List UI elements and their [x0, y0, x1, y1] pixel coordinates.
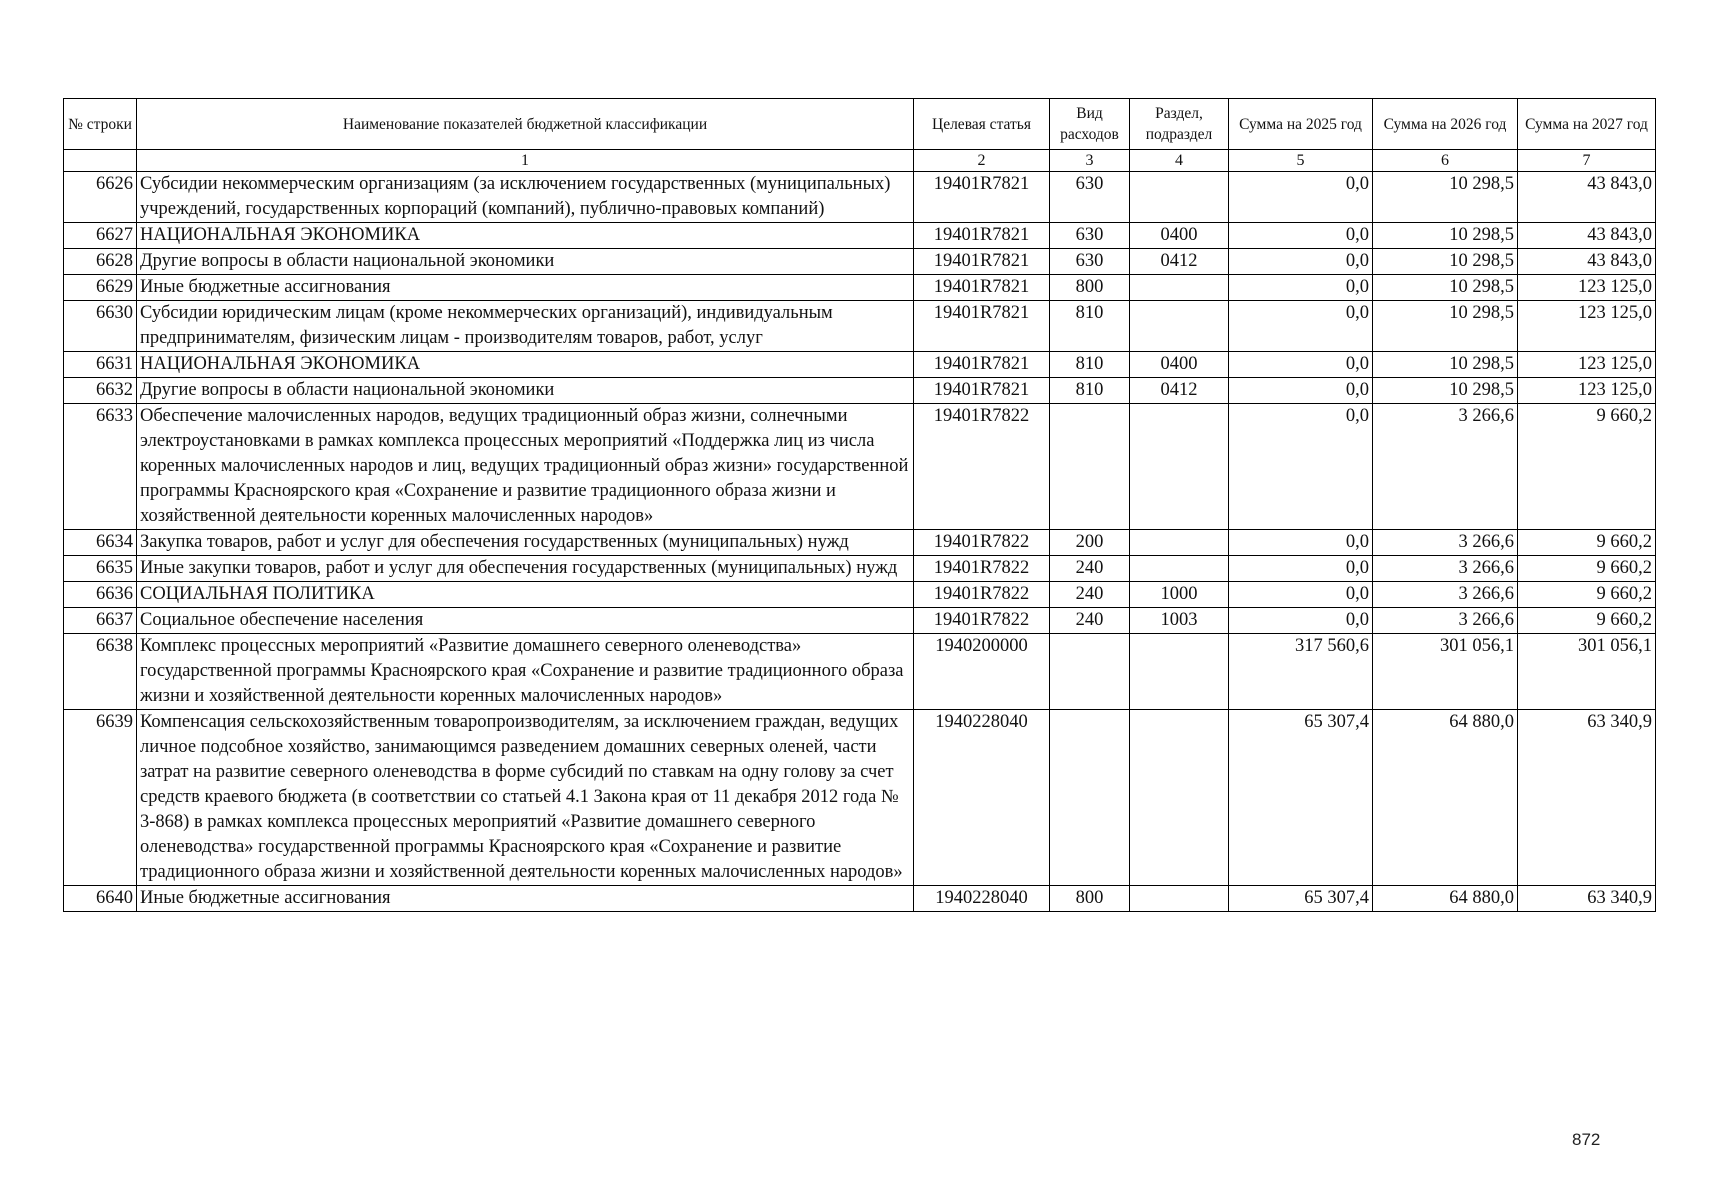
sum-2026: 10 298,5 — [1373, 172, 1518, 223]
target-article: 19401R7822 — [914, 530, 1050, 556]
sum-2025: 0,0 — [1229, 556, 1373, 582]
column-number: 2 — [914, 150, 1050, 172]
section-code: 0400 — [1130, 223, 1229, 249]
sum-2026: 10 298,5 — [1373, 249, 1518, 275]
section-code — [1130, 710, 1229, 886]
row-number: 6635 — [64, 556, 137, 582]
sum-2027: 9 660,2 — [1518, 404, 1656, 530]
table-row — [64, 275, 1656, 301]
expense-type: 240 — [1050, 582, 1130, 608]
header-expense-type: Вид расходов — [1050, 99, 1130, 150]
sum-2026: 3 266,6 — [1373, 608, 1518, 634]
expense-type — [1050, 404, 1130, 530]
row-name: Другие вопросы в области национальной экономики — [137, 378, 914, 404]
table-row — [64, 886, 1656, 912]
sum-2025: 0,0 — [1229, 301, 1373, 352]
row-number: 6638 — [64, 634, 137, 710]
section-code: 1000 — [1130, 582, 1229, 608]
header-sum-2026: Сумма на 2026 год — [1373, 99, 1518, 150]
sum-2027: 9 660,2 — [1518, 530, 1656, 556]
table-row — [64, 634, 1656, 710]
sum-2025: 0,0 — [1229, 172, 1373, 223]
sum-2027: 63 340,9 — [1518, 886, 1656, 912]
expense-type: 800 — [1050, 275, 1130, 301]
row-number: 6631 — [64, 352, 137, 378]
row-name: Субсидии юридическим лицам (кроме некоммерческих организаций), индивидуальным предпринимателям, физическим лицам - производителям товаров, работ, услуг — [137, 301, 914, 352]
sum-2027: 123 125,0 — [1518, 301, 1656, 352]
sum-2025: 0,0 — [1229, 352, 1373, 378]
header-row — [64, 99, 1656, 150]
target-article: 19401R7821 — [914, 352, 1050, 378]
sum-2026: 10 298,5 — [1373, 223, 1518, 249]
sum-2026: 64 880,0 — [1373, 886, 1518, 912]
column-number-empty — [64, 150, 137, 172]
row-name: НАЦИОНАЛЬНАЯ ЭКОНОМИКА — [137, 352, 914, 378]
sum-2025: 0,0 — [1229, 530, 1373, 556]
section-code: 0412 — [1130, 249, 1229, 275]
target-article: 19401R7821 — [914, 275, 1050, 301]
row-number: 6632 — [64, 378, 137, 404]
section-code: 0400 — [1130, 352, 1229, 378]
row-number: 6640 — [64, 886, 137, 912]
table-row — [64, 556, 1656, 582]
sum-2025: 65 307,4 — [1229, 886, 1373, 912]
column-number: 7 — [1518, 150, 1656, 172]
sum-2027: 63 340,9 — [1518, 710, 1656, 886]
header-sum-2025: Сумма на 2025 год — [1229, 99, 1373, 150]
row-number: 6634 — [64, 530, 137, 556]
table-row — [64, 378, 1656, 404]
sum-2026: 64 880,0 — [1373, 710, 1518, 886]
section-code — [1130, 886, 1229, 912]
expense-type: 200 — [1050, 530, 1130, 556]
budget-table — [63, 98, 1656, 912]
sum-2025: 0,0 — [1229, 608, 1373, 634]
sum-2025: 317 560,6 — [1229, 634, 1373, 710]
table-row — [64, 404, 1656, 530]
header-section: Раздел, подраздел — [1130, 99, 1229, 150]
row-name: НАЦИОНАЛЬНАЯ ЭКОНОМИКА — [137, 223, 914, 249]
table-row — [64, 172, 1656, 223]
expense-type: 810 — [1050, 378, 1130, 404]
row-name: Иные закупки товаров, работ и услуг для обеспечения государственных (муниципальных) нужд — [137, 556, 914, 582]
row-name: Комплекс процессных мероприятий «Развитие домашнего северного оленеводства» государственной программы Красноярского края «Сохранение и развитие традиционного образа жизни и хозяйственной деятельности коренных малочисленных народов» — [137, 634, 914, 710]
sum-2027: 123 125,0 — [1518, 378, 1656, 404]
target-article: 1940228040 — [914, 710, 1050, 886]
sum-2027: 9 660,2 — [1518, 582, 1656, 608]
column-number: 6 — [1373, 150, 1518, 172]
section-code: 1003 — [1130, 608, 1229, 634]
table-row — [64, 530, 1656, 556]
table-row — [64, 352, 1656, 378]
target-article: 19401R7821 — [914, 301, 1050, 352]
expense-type: 240 — [1050, 556, 1130, 582]
column-number: 1 — [137, 150, 914, 172]
header-row-number: № строки — [64, 99, 137, 150]
row-name: Социальное обеспечение населения — [137, 608, 914, 634]
sum-2025: 0,0 — [1229, 378, 1373, 404]
page-number: 872 — [1572, 1130, 1601, 1149]
target-article: 1940228040 — [914, 886, 1050, 912]
row-number: 6627 — [64, 223, 137, 249]
target-article: 19401R7822 — [914, 404, 1050, 530]
expense-type: 240 — [1050, 608, 1130, 634]
column-number: 4 — [1130, 150, 1229, 172]
row-number: 6626 — [64, 172, 137, 223]
expense-type: 630 — [1050, 249, 1130, 275]
header-sum-2027: Сумма на 2027 год — [1518, 99, 1656, 150]
target-article: 19401R7821 — [914, 172, 1050, 223]
expense-type: 810 — [1050, 352, 1130, 378]
row-number: 6633 — [64, 404, 137, 530]
sum-2027: 9 660,2 — [1518, 608, 1656, 634]
sum-2025: 0,0 — [1229, 249, 1373, 275]
section-code — [1130, 301, 1229, 352]
sum-2025: 0,0 — [1229, 582, 1373, 608]
row-number: 6639 — [64, 710, 137, 886]
target-article: 19401R7821 — [914, 378, 1050, 404]
sum-2026: 3 266,6 — [1373, 404, 1518, 530]
sum-2025: 65 307,4 — [1229, 710, 1373, 886]
column-number: 3 — [1050, 150, 1130, 172]
table-row — [64, 582, 1656, 608]
row-name: Иные бюджетные ассигнования — [137, 275, 914, 301]
section-code — [1130, 172, 1229, 223]
target-article: 19401R7822 — [914, 608, 1050, 634]
row-number: 6636 — [64, 582, 137, 608]
expense-type — [1050, 710, 1130, 886]
target-article: 19401R7821 — [914, 223, 1050, 249]
row-number: 6629 — [64, 275, 137, 301]
row-number: 6630 — [64, 301, 137, 352]
section-code — [1130, 634, 1229, 710]
section-code — [1130, 530, 1229, 556]
row-name: Закупка товаров, работ и услуг для обеспечения государственных (муниципальных) нужд — [137, 530, 914, 556]
sum-2026: 10 298,5 — [1373, 378, 1518, 404]
sum-2025: 0,0 — [1229, 223, 1373, 249]
sum-2027: 43 843,0 — [1518, 249, 1656, 275]
row-name: Компенсация сельскохозяйственным товаропроизводителям, за исключением граждан, ведущих личное подсобное хозяйство, занимающимся разведением домашних северных оленей, части затрат на развитие северного оленеводства в форме субсидий по ставкам на одну голову за счет средств краевого бюджета (в соответствии со статьей 4.1 Закона края от 11 декабря 2012 года № 3-868) в рамках комплекса процессных мероприятий «Развитие домашнего северного оленеводства» государственной программы Красноярского края «Сохранение и развитие традиционного образа жизни и хозяйственной деятельности коренных малочисленных народов» — [137, 710, 914, 886]
row-name: Иные бюджетные ассигнования — [137, 886, 914, 912]
row-name: Субсидии некоммерческим организациям (за исключением государственных (муниципальных) учреждений, государственных корпораций (компаний), публично-правовых компаний) — [137, 172, 914, 223]
table-row — [64, 301, 1656, 352]
table-row — [64, 249, 1656, 275]
sum-2026: 10 298,5 — [1373, 352, 1518, 378]
row-number: 6637 — [64, 608, 137, 634]
expense-type: 810 — [1050, 301, 1130, 352]
sum-2027: 301 056,1 — [1518, 634, 1656, 710]
row-name: Обеспечение малочисленных народов, ведущих традиционный образ жизни, солнечными электроустановками в рамках комплекса процессных мероприятий «Поддержка лиц из числа коренных малочисленных народов и лиц, ведущих традиционный образ жизни» государственной программы Красноярского края «Сохранение и развитие традиционного образа жизни и хозяйственной деятельности коренных малочисленных народов» — [137, 404, 914, 530]
table-row — [64, 223, 1656, 249]
sum-2026: 301 056,1 — [1373, 634, 1518, 710]
header-name: Наименование показателей бюджетной классификации — [137, 99, 914, 150]
sum-2027: 43 843,0 — [1518, 172, 1656, 223]
target-article: 19401R7822 — [914, 582, 1050, 608]
section-code: 0412 — [1130, 378, 1229, 404]
table-row — [64, 710, 1656, 886]
sum-2026: 10 298,5 — [1373, 275, 1518, 301]
sum-2027: 123 125,0 — [1518, 352, 1656, 378]
expense-type: 800 — [1050, 886, 1130, 912]
target-article: 19401R7822 — [914, 556, 1050, 582]
sum-2026: 3 266,6 — [1373, 556, 1518, 582]
section-code — [1130, 275, 1229, 301]
row-name: СОЦИАЛЬНАЯ ПОЛИТИКА — [137, 582, 914, 608]
row-number: 6628 — [64, 249, 137, 275]
section-code — [1130, 556, 1229, 582]
sum-2027: 43 843,0 — [1518, 223, 1656, 249]
target-article: 19401R7821 — [914, 249, 1050, 275]
expense-type — [1050, 634, 1130, 710]
column-number-row — [64, 150, 1656, 172]
column-number: 5 — [1229, 150, 1373, 172]
sum-2026: 3 266,6 — [1373, 530, 1518, 556]
header-target-article: Целевая статья — [914, 99, 1050, 150]
sum-2025: 0,0 — [1229, 404, 1373, 530]
sum-2026: 10 298,5 — [1373, 301, 1518, 352]
table-row — [64, 608, 1656, 634]
expense-type: 630 — [1050, 172, 1130, 223]
target-article: 1940200000 — [914, 634, 1050, 710]
row-name: Другие вопросы в области национальной экономики — [137, 249, 914, 275]
sum-2027: 9 660,2 — [1518, 556, 1656, 582]
sum-2025: 0,0 — [1229, 275, 1373, 301]
sum-2027: 123 125,0 — [1518, 275, 1656, 301]
expense-type: 630 — [1050, 223, 1130, 249]
section-code — [1130, 404, 1229, 530]
sum-2026: 3 266,6 — [1373, 582, 1518, 608]
